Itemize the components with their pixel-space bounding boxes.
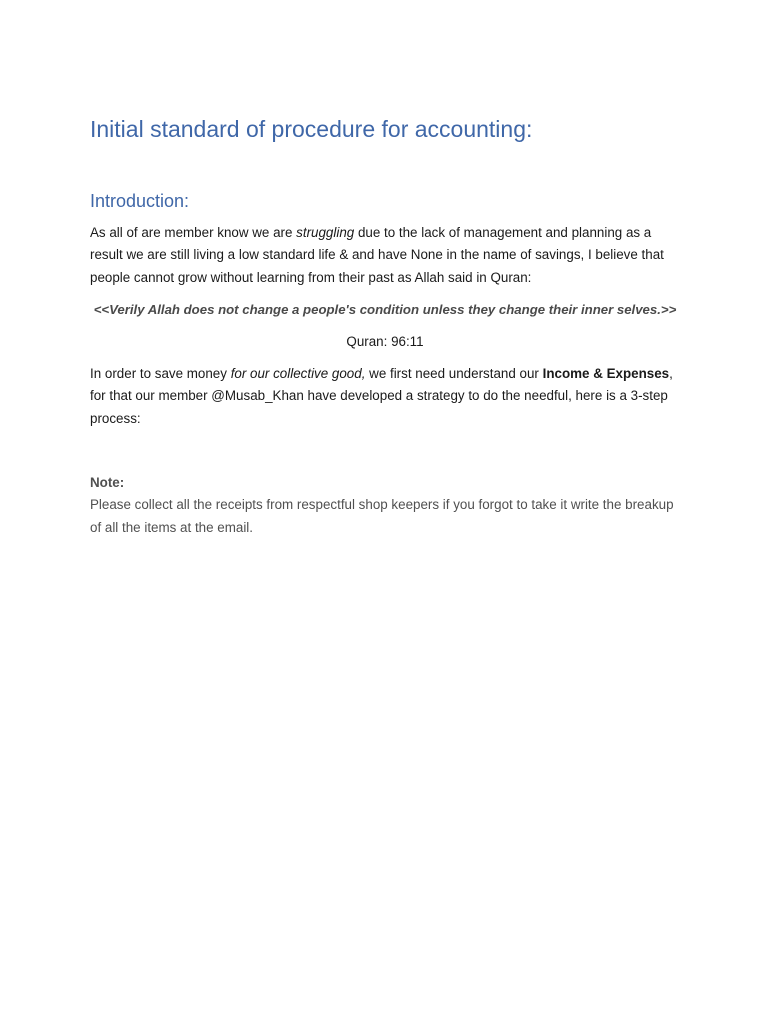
intro-paragraph: [90, 222, 680, 289]
quran-quote: <<Verily Allah does not change a people's condition unless they change their inner selves.>>: [93, 302, 677, 317]
intro-emphasis: struggling: [296, 225, 355, 240]
intro-text-part2: due to the lack of management and planning as a result we are still living a low standard life & and have None in the name of savings, I believe that people cannot grow without learning from their past as Allah said in Quran:: [90, 225, 664, 285]
savings-text-part3: , for that our member @Musab_Khan have developed a strategy to do the needful, here is a 3-step process:: [90, 366, 673, 426]
income-expenses-bold: Income & Expenses: [542, 366, 670, 381]
note-label: Note:: [90, 475, 125, 490]
savings-paragraph: [90, 363, 680, 430]
note-text: Please collect all the receipts from respectful shop keepers if you forgot to take it write the breakup of all the items at the email.: [90, 497, 674, 535]
section-heading-introduction: Introduction:: [90, 191, 190, 211]
intro-text-part1: As all of are member know we are: [90, 225, 297, 240]
savings-text-part2: we first need understand our: [365, 366, 543, 381]
savings-emphasis: for our collective good,: [230, 366, 366, 381]
quote-citation: Quran: 96:11: [346, 334, 424, 349]
savings-text-part1: In order to save money: [90, 366, 231, 381]
document-title: Initial standard of procedure for accounting:: [90, 116, 533, 142]
